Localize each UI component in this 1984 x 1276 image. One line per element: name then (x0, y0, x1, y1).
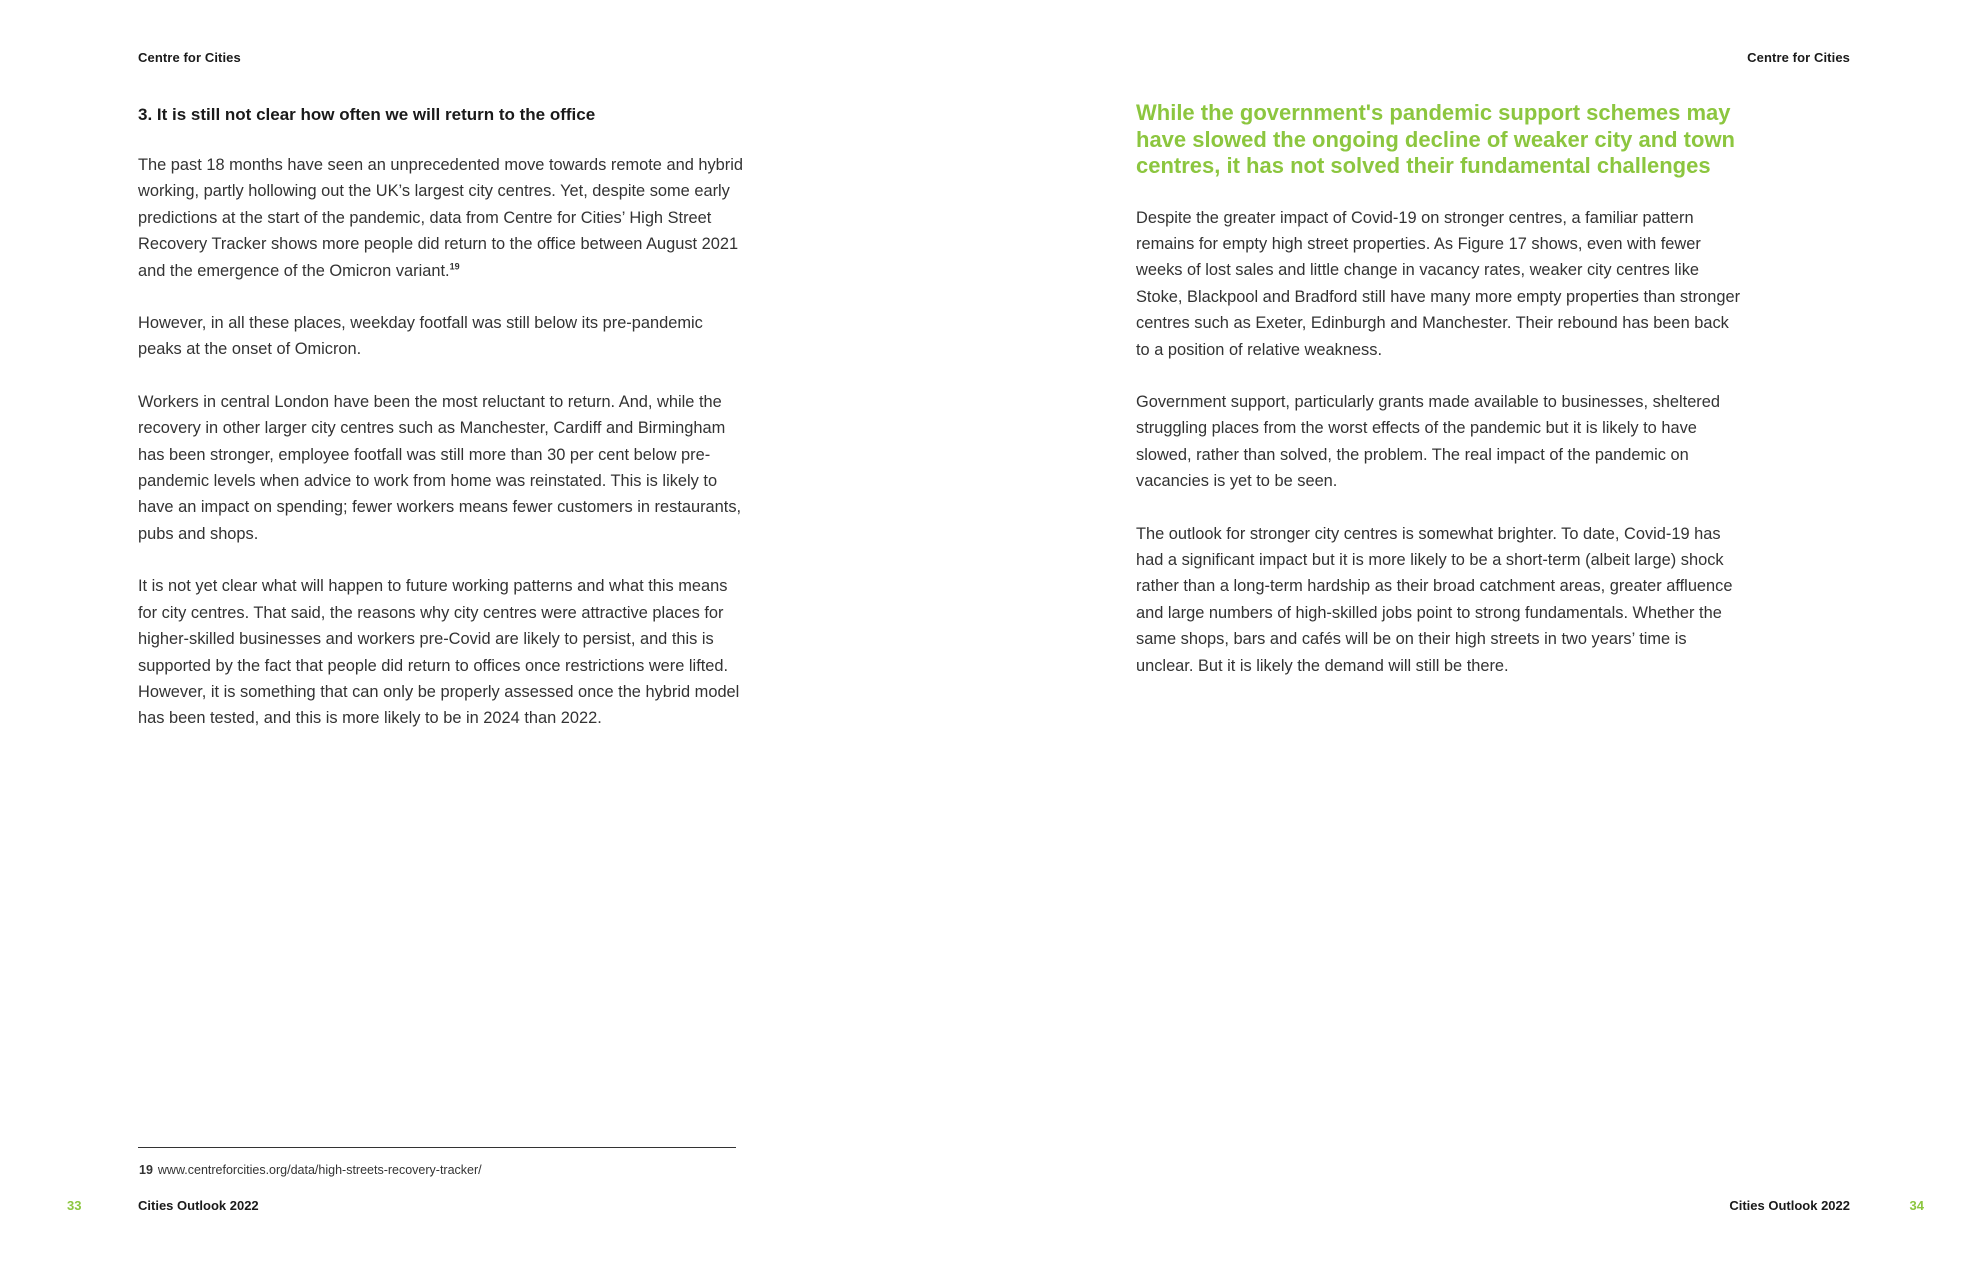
running-foot-left: Cities Outlook 2022 (138, 1198, 259, 1213)
left-paragraph-1 (138, 152, 748, 284)
footnote-link[interactable]: www.centreforcities.org/data/high-streets-recovery-tracker/ (157, 1163, 482, 1177)
running-head-right: Centre for Cities (1747, 50, 1850, 65)
page-number-right: 34 (1909, 1198, 1924, 1213)
right-paragraph-1: Despite the greater impact of Covid-19 on stronger centres, a familiar pattern remains for empty high street properties. As Figure 17 shows, even with fewer weeks of lost sales and little change in vacancy rates, weaker city centres like Stoke, Blackpool and Bradford still have many more empty properties than stronger centres such as Exeter, Edinburgh and Manchester. Their rebound has been back to a position of relative weakness. (1136, 208, 1741, 359)
running-foot-right: Cities Outlook 2022 (1729, 1198, 1850, 1213)
footnote-divider (138, 1147, 736, 1148)
section-heading: 3. It is still not clear how often we will return to the office (138, 105, 596, 124)
left-paragraph-1-text: The past 18 months have seen an unprecedented move towards remote and hybrid working, partly hollowing out the UK’s largest city centres. Yet, despite some early predictions at the start of the pandemic, data from Centre for Cities’ High Street Recovery Tracker shows more people did return to the office between August 2021 and the emergence of the Omicron variant. (138, 156, 744, 280)
right-page (992, 0, 1984, 1276)
right-paragraph-2: Government support, particularly grants made available to businesses, sheltered struggling places from the worst effects of the pandemic but it is likely to have slowed, rather than solved, the problem. The real impact of the pandemic on vacancies is yet to be seen. (1136, 392, 1720, 491)
left-body-column (138, 100, 748, 758)
page-number-left: 33 (67, 1198, 82, 1213)
footnote-reference[interactable]: 19 (449, 261, 460, 272)
left-paragraph-3: Workers in central London have been the most reluctant to return. And, while the recovery in other larger city centres such as Manchester, Cardiff and Birmingham has been stronger, employee footfall was still more than 30 per cent below pre-pandemic levels when advice to work from home was reinstated. This is likely to have an impact on spending; fewer workers means fewer customers in restaurants, pubs and shops. (138, 392, 742, 543)
left-paragraph-4: It is not yet clear what will happen to future working patterns and what this means for city centres. That said, the reasons why city centres were attractive places for higher-skilled businesses and workers pre-Covid are likely to persist, and this is supported by the fact that people did return to offices once restrictions were lifted. However, it is something that can only be properly assessed once the hybrid model has been tested, and this is more likely to be in 2024 than 2022. (138, 577, 740, 728)
footnote (139, 1163, 482, 1177)
footnote-number: 19 (139, 1163, 153, 1177)
left-paragraph-2: However, in all these places, weekday footfall was still below its pre-pandemic peaks at the onset of Omicron. (138, 314, 703, 359)
running-head-left: Centre for Cities (138, 50, 241, 65)
right-body-column (1136, 100, 1746, 705)
pull-heading: While the government's pandemic support schemes may have slowed the ongoing decline of weaker city and town centres, it has not solved their fundamental challenges (1136, 100, 1735, 178)
right-paragraph-3: The outlook for stronger city centres is somewhat brighter. To date, Covid-19 has had a significant impact but it is more likely to be a short-term (albeit large) shock rather than a long-term hardship as their broad catchment areas, greater affluence and large numbers of high-skilled jobs point to strong fundamentals. Whether the same shops, bars and cafés will be on their high streets in two years’ time is unclear. But it is likely the demand will still be there. (1136, 524, 1733, 675)
